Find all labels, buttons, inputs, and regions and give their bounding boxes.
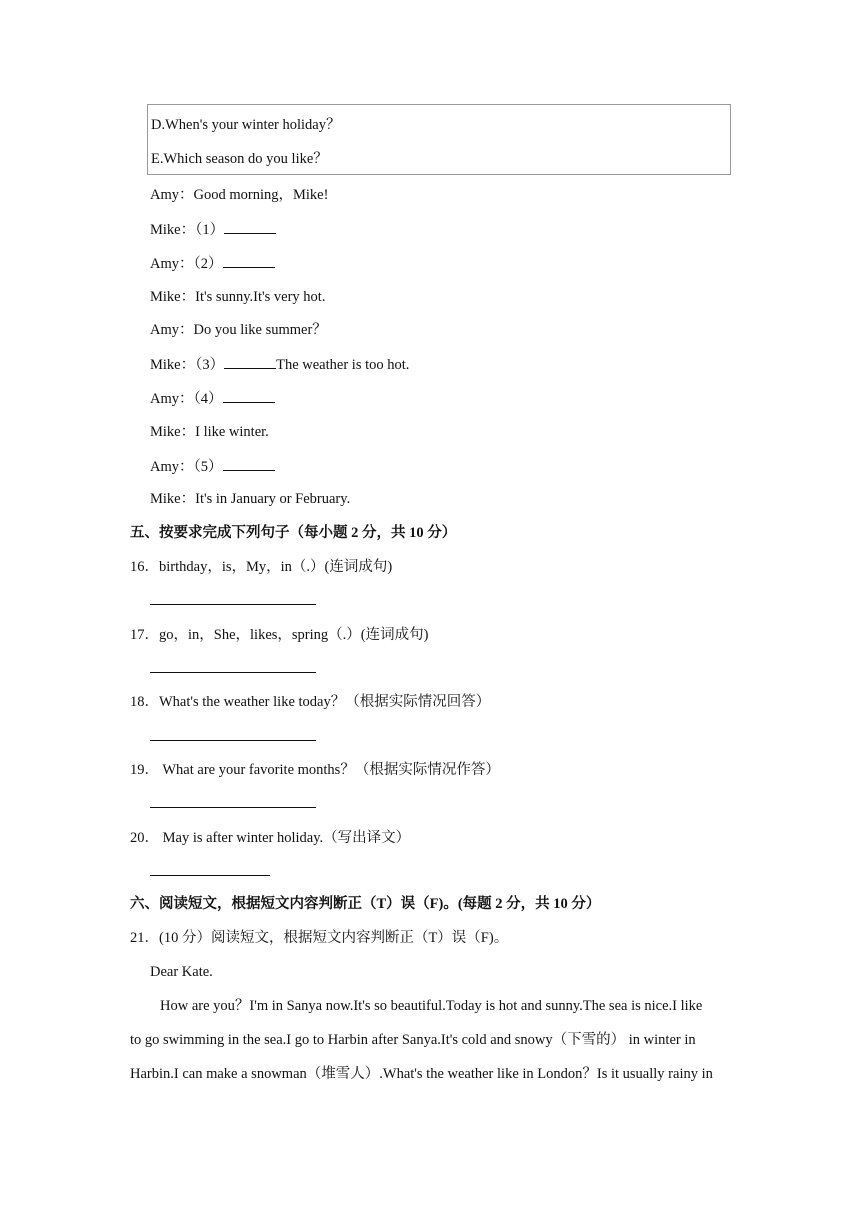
passage-line-3: Harbin.I can make a snowman（堆雪人）.What's the weather like in London？Is it usually rainy in <box>130 1066 713 1082</box>
dialogue-text-after: The weather is too hot. <box>276 357 410 373</box>
letter-greeting: Dear Kate. <box>150 964 213 980</box>
section6-heading: 六、阅读短文，根据短文内容判断正（T）误（F)。(每题 2 分，共 10 分） <box>130 896 601 912</box>
speaker-label: Mike： <box>150 222 196 238</box>
speaker-label: Mike： <box>150 424 196 440</box>
dialogue-line <box>150 389 275 408</box>
dialogue-line <box>150 457 275 476</box>
answer-blank[interactable] <box>224 220 276 234</box>
dialogue-text: （5） <box>193 459 223 475</box>
dialogue-line <box>150 186 328 204</box>
question-17: 17．go，in，She，likes，spring（.）(连词成句) <box>130 627 429 643</box>
dialogue-text: Good morning，Mike! <box>193 187 329 203</box>
question-16: 16．birthday，is，My，in（.）(连词成句) <box>130 559 393 575</box>
dialogue-line <box>150 220 276 239</box>
options-box <box>147 104 731 175</box>
passage-line-1: How are you？I'm in Sanya now.It's so beautiful.Today is hot and sunny.The sea is nice.I like <box>160 998 703 1014</box>
question-18: 18．What's the weather like today？（根据实际情况回答） <box>130 694 491 710</box>
dialogue-line <box>150 254 275 273</box>
speaker-label: Mike： <box>150 289 196 305</box>
question-19: 19． What are your favorite months？（根据实际情况作答） <box>130 762 500 778</box>
dialogue-line <box>150 288 325 306</box>
dialogue-text: （2） <box>193 256 223 272</box>
dialogue-line <box>150 321 327 339</box>
answer-line-17[interactable] <box>150 672 316 673</box>
dialogue-text: Do you like summer？ <box>193 322 327 338</box>
dialogue-text: （1） <box>195 222 225 238</box>
dialogue-text: （3） <box>195 357 225 373</box>
question-20: 20． May is after winter holiday.（写出译文） <box>130 830 411 846</box>
speaker-label: Amy： <box>150 256 194 272</box>
section5-heading: 五、按要求完成下列句子（每小题 2 分，共 10 分） <box>130 525 457 541</box>
dialogue-line <box>150 423 269 441</box>
speaker-label: Amy： <box>150 459 194 475</box>
answer-blank[interactable] <box>223 389 275 403</box>
answer-blank[interactable] <box>224 355 276 369</box>
dialogue-text: I like winter. <box>195 424 269 440</box>
passage-line-2: to go swimming in the sea.I go to Harbin after Sanya.It's cold and snowy（下雪的） in winter in <box>130 1032 696 1048</box>
speaker-label: Amy： <box>150 322 194 338</box>
dialogue-line <box>150 490 350 508</box>
answer-line-19[interactable] <box>150 807 316 808</box>
answer-line-20[interactable] <box>150 875 270 876</box>
speaker-label: Mike： <box>150 491 196 507</box>
speaker-label: Amy： <box>150 391 194 407</box>
option-d: D.When's your winter holiday？ <box>151 117 341 133</box>
question-21: 21．(10 分）阅读短文，根据短文内容判断正（T）误（F)。 <box>130 930 509 946</box>
option-e: E.Which season do you like？ <box>151 151 328 167</box>
dialogue-text: It's sunny.It's very hot. <box>195 289 326 305</box>
speaker-label: Amy： <box>150 187 194 203</box>
answer-line-16[interactable] <box>150 604 316 605</box>
dialogue-text: It's in January or February. <box>195 491 351 507</box>
dialogue-line <box>150 355 409 374</box>
answer-blank[interactable] <box>223 457 275 471</box>
answer-line-18[interactable] <box>150 740 316 741</box>
speaker-label: Mike： <box>150 357 196 373</box>
answer-blank[interactable] <box>223 254 275 268</box>
dialogue-text: （4） <box>193 391 223 407</box>
